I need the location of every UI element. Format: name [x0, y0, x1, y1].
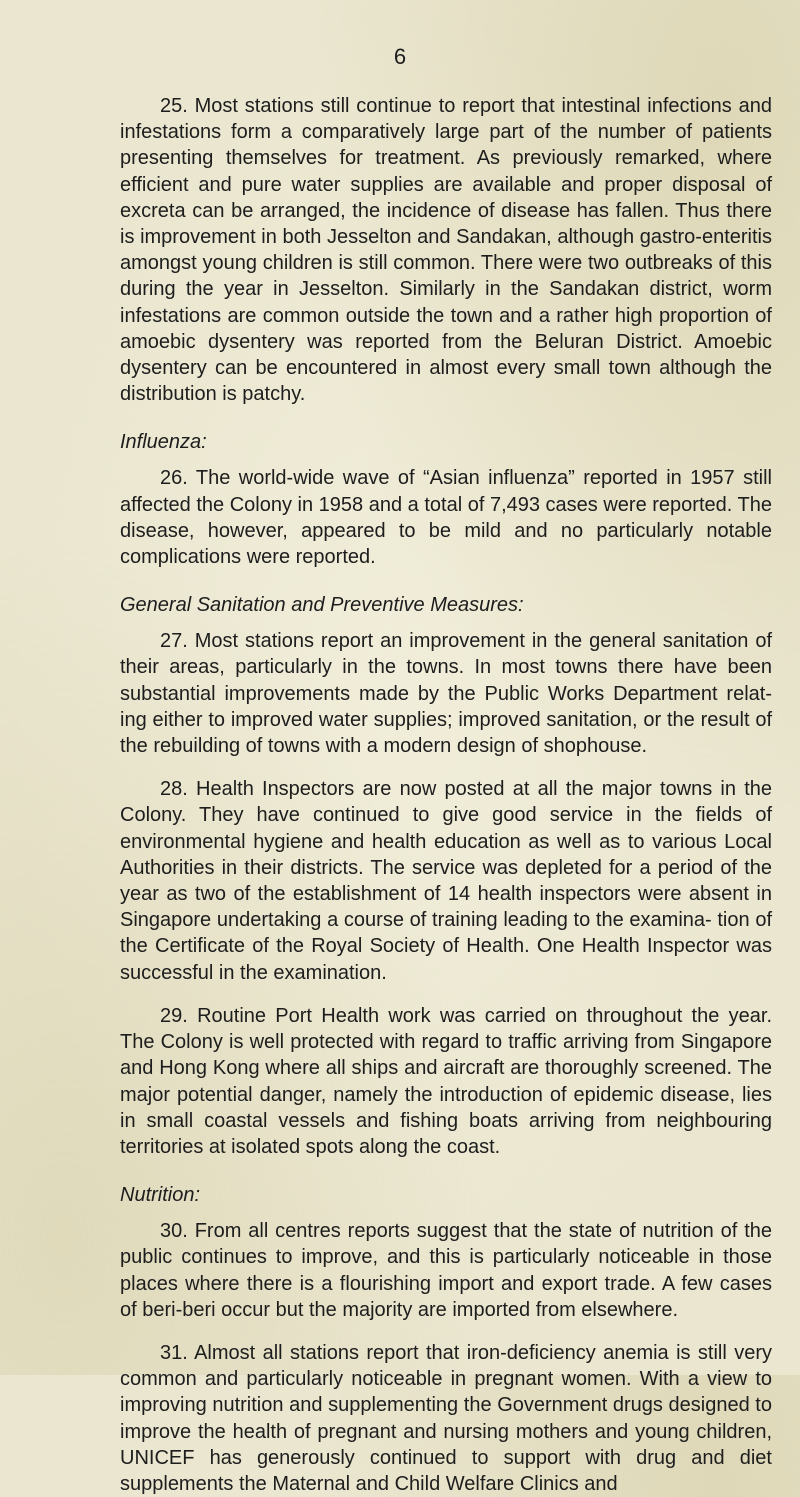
heading-general-sanitation: General Sanitation and Preventive Measures: — [120, 594, 524, 617]
heading-nutrition: Nutrition: — [120, 1184, 201, 1207]
paragraph-29: 29. Routine Port Health work was carried on throughout the year. The Colony is well protected with regard to traffic arriving from Singapore and Hong Kong where all ships and aircraft are thoroughly screened. The major potential danger, namely the introduction of epidemic disease, lies in small coastal vessels and fishing boats arriving from neighbouring territories at isolated spots along the coast. — [120, 1004, 772, 1158]
paragraph-31: 31. Almost all stations report that iron-deficiency anemia is still very common and particularly noticeable in pregnant women. With a view to improving nutrition and supplementing the Government drugs designed to improve the health of pregnant and nursing mothers and young children, UNICEF has generously continued to support with drug and diet supplements the Maternal and Child Welfare Clinics and — [120, 1341, 772, 1495]
page-body — [120, 93, 772, 1497]
paragraph-28: 28. Health Inspectors are now posted at all the major towns in the Colony. They have continued to give good service in the fields of environmental hygiene and health education as well as to various Local Authorities in their districts. The service was depleted for a period of the year as two of the establishment of 14 health inspectors were absent in Singapore undertaking a course of training leading to the examina- tion of the Certificate of the Royal Society of Health. One Health Inspector was successful in the examination. — [120, 778, 772, 984]
heading-influenza: Influenza: — [120, 431, 207, 454]
paragraph-30: 30. From all centres reports suggest that the state of nutrition of the public continues to improve, and this is particularly noticeable in those places where there is a flourishing import and export trade. A few cases of beri-beri occur but the majority are imported from elsewhere. — [120, 1220, 772, 1321]
page-number: 6 — [393, 44, 407, 69]
paragraph-27: 27. Most stations report an improvement in the general sanitation of their areas, particularly in the towns. In most towns there have been substantial improvements made by the Public Works Department relat- ing either to improved water supplies; improved sanitation, or the result of the rebuilding of towns with a modern design of shophouse. — [120, 630, 772, 758]
paragraph-26: 26. The world-wide wave of “Asian influenza” reported in 1957 still affected the Colony in 1958 and a total of 7,493 cases were reported. The disease, however, appeared to be mild and no particularly notable complications were reported. — [120, 467, 772, 569]
paragraph-25: 25. Most stations still continue to report that intestinal infections and infestations form a comparatively large part of the number of patients presenting themselves for treatment. As previously remarked, where efficient and pure water supplies are available and proper disposal of excreta can be arranged, the incidence of disease has fallen. Thus there is improvement in both Jesselton and Sandakan, although gastro-enteritis amongst young children is still common. There were two outbreaks of this during the year in Jesselton. Similarly in the Sandakan district, worm infestations are common outside the town and a rather high proportion of amoebic dysentery was reported from the Beluran District. Amoebic dysentery can be encountered in almost every small town although the distribution is patchy. — [120, 95, 772, 406]
